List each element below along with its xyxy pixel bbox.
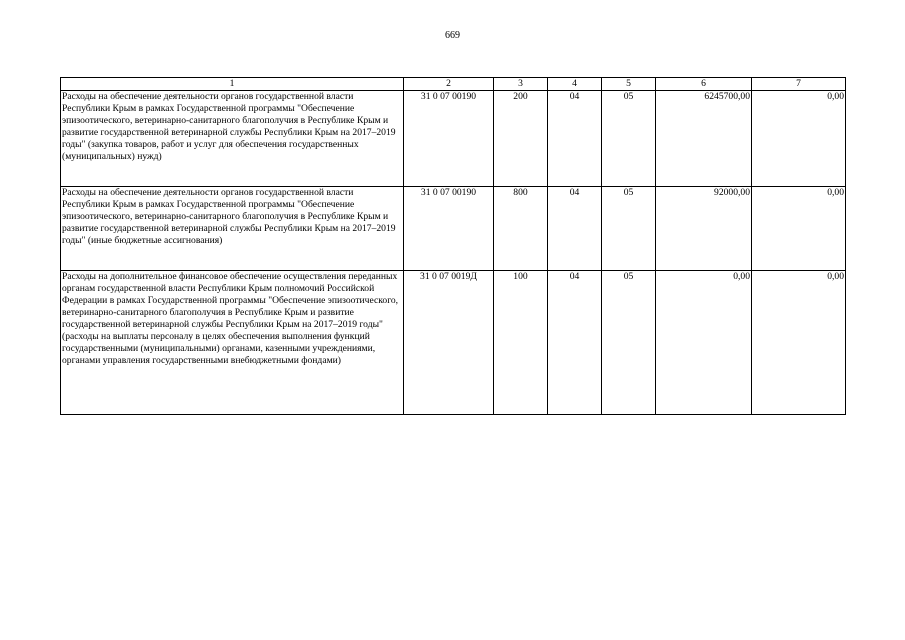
header-col-2: 2 bbox=[404, 78, 494, 91]
table-row bbox=[61, 271, 846, 415]
header-col-3: 3 bbox=[494, 78, 548, 91]
budget-table bbox=[60, 77, 846, 415]
header-col-7: 7 bbox=[752, 78, 846, 91]
row-description: Расходы на обеспечение деятельности органов государственной власти Республики Крым в рамках Государственной программы "Обеспечение эпизоотического, ветеринарно-санитарного благополучия в Республике Крым и развитие государственной ветеринарной службы Республики Крым на 2017–2019 годы" (иные бюджетные ассигнования) bbox=[61, 187, 404, 271]
row-expense-type: 800 bbox=[494, 187, 548, 271]
row-expense-type: 100 bbox=[494, 271, 548, 415]
row-amount-col-6: 0,00 bbox=[656, 271, 752, 415]
row-target-code: 31 0 07 0019Д bbox=[404, 271, 494, 415]
row-section: 04 bbox=[548, 271, 602, 415]
table-row bbox=[61, 187, 846, 271]
row-description: Расходы на дополнительное финансовое обеспечение осуществления переданных органам государственной власти Республики Крым полномочий Российской Федерации в рамках Государственной программы "Обеспечение эпизоотического, ветеринарно-санитарного благополучия в Республике Крым и развитие государственной ветеринарной службы Республики Крым на 2017–2019 годы" (расходы на выплаты персоналу в целях обеспечения выполнения функций государственными (муниципальными) органами, казенными учреждениями, органами управления государственными внебюджетными фондами) bbox=[61, 271, 404, 415]
page-number: 669 bbox=[445, 30, 460, 41]
row-subsection: 05 bbox=[602, 187, 656, 271]
row-amount-col-7: 0,00 bbox=[752, 187, 846, 271]
header-col-5: 5 bbox=[602, 78, 656, 91]
row-amount-col-6: 6245700,00 bbox=[656, 91, 752, 187]
row-amount-col-6: 92000,00 bbox=[656, 187, 752, 271]
row-section: 04 bbox=[548, 187, 602, 271]
header-col-1: 1 bbox=[61, 78, 404, 91]
row-target-code: 31 0 07 00190 bbox=[404, 91, 494, 187]
row-description: Расходы на обеспечение деятельности органов государственной власти Республики Крым в рамках Государственной программы "Обеспечение эпизоотического, ветеринарно-санитарного благополучия в Республике Крым и развитие государственной ветеринарной службы Республики Крым на 2017–2019 годы" (закупка товаров, работ и услуг для обеспечения государственных (муниципальных) нужд) bbox=[61, 91, 404, 187]
header-row bbox=[61, 78, 846, 91]
row-expense-type: 200 bbox=[494, 91, 548, 187]
table-row bbox=[61, 91, 846, 187]
row-subsection: 05 bbox=[602, 271, 656, 415]
row-section: 04 bbox=[548, 91, 602, 187]
header-col-4: 4 bbox=[548, 78, 602, 91]
header-col-6: 6 bbox=[656, 78, 752, 91]
row-amount-col-7: 0,00 bbox=[752, 91, 846, 187]
row-target-code: 31 0 07 00190 bbox=[404, 187, 494, 271]
row-subsection: 05 bbox=[602, 91, 656, 187]
row-amount-col-7: 0,00 bbox=[752, 271, 846, 415]
